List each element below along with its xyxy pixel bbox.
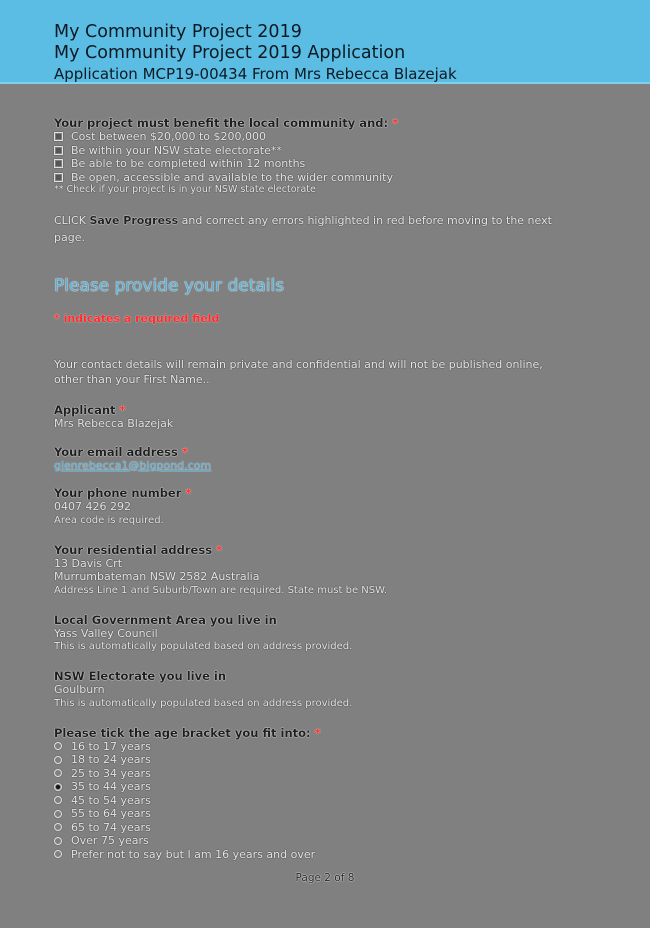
privacy-note: Your contact details will remain private and confidential and will not be published online, other than your First Name.. [54,358,543,386]
required-marker: * [314,725,321,740]
page-indicator: Page 2 of 8 [295,872,355,884]
application-header [0,0,650,84]
electorate-value: Goulburn [54,683,105,696]
email-label: Your email address [54,444,178,459]
required-marker: * [185,486,192,500]
address-hint: Address Line 1 and Suburb/Town are required. State must be NSW. [54,584,388,596]
checkbox-checked-icon[interactable] [54,146,63,155]
email-field [54,445,596,473]
required-marker: * [181,444,188,459]
section-title: Please provide your details [54,276,285,296]
checkbox-checked-icon[interactable] [54,159,63,168]
applicant-value: Mrs Rebecca Blazejak [54,417,174,430]
email-link[interactable]: glenrebecca1@bigpond.com [54,458,212,472]
criteria-item-label: Cost between $20,000 to $200,000 [71,130,267,143]
phone-value: 0407 426 292 [54,500,131,513]
criteria-item[interactable] [54,144,596,158]
phone-label: Your phone number [54,486,182,500]
radio-icon[interactable] [54,756,62,764]
age-option[interactable]: 55 to 64 years [54,807,596,821]
radio-icon[interactable] [54,837,62,845]
radio-icon[interactable] [54,823,62,831]
radio-icon[interactable] [54,769,62,777]
age-option-selected[interactable]: 35 to 44 years [54,780,596,794]
form-content [0,84,650,861]
age-option[interactable]: Over 75 years [54,834,596,848]
address-label: Your residential address [54,542,213,557]
checkbox-checked-icon[interactable] [54,132,63,141]
radio-icon[interactable] [54,850,62,858]
lga-label: Local Government Area you live in [54,612,277,627]
age-option[interactable]: 16 to 17 years [54,740,596,754]
radio-icon[interactable] [54,742,62,750]
address-line2: Murrumbateman NSW 2582 Australia [54,570,260,583]
electorate-label: NSW Electorate you live in [54,669,227,683]
eligibility-criteria [54,116,596,196]
age-option[interactable]: 25 to 34 years [54,767,596,781]
required-marker: * [216,542,223,557]
phone-field [54,486,596,527]
criteria-item-label: Be able to be completed within 12 months [71,157,306,170]
criteria-item-label: Be open, accessible and available to the wider community [71,170,393,184]
age-bracket-field [54,726,596,862]
criteria-item[interactable] [54,130,596,144]
save-progress-reference: Save Progress [89,214,179,227]
criteria-item[interactable] [54,157,596,171]
age-bracket-label: Please tick the age bracket you fit into: [54,725,311,740]
applicant-label: Applicant [54,403,116,417]
required-marker: * [392,116,399,130]
application-reference: Application MCP19-00434 From Mrs Rebecca Blazejak [54,65,457,83]
electorate-hint: This is automatically populated based on address provided. [54,697,353,709]
save-instruction: CLICK Save Progress and correct any errors highlighted in red before moving to the next page. [54,214,552,244]
age-option[interactable]: 65 to 74 years [54,821,596,835]
required-field-note: * indicates a required field [54,312,220,325]
address-field [54,543,596,597]
applicant-field [54,403,596,431]
form-title: My Community Project 2019 Application [54,43,406,63]
age-option[interactable]: 18 to 24 years [54,753,596,767]
age-option[interactable]: Prefer not to say but I am 16 years and over [54,848,596,862]
electorate-field [54,669,596,710]
radio-selected-icon[interactable] [54,783,62,791]
criteria-heading: Your project must benefit the local community and: * [54,116,399,130]
phone-hint: Area code is required. [54,514,164,526]
address-line1: 13 Davis Crt [54,556,123,570]
radio-icon[interactable] [54,810,62,818]
electorate-footnote: ** Check if your project is in your NSW state electorate [54,184,316,195]
program-title: My Community Project 2019 [54,22,302,42]
criteria-item-label: Be within your NSW state electorate** [71,143,282,157]
age-option[interactable]: 45 to 54 years [54,794,596,808]
lga-value: Yass Valley Council [54,626,158,640]
checkbox-checked-icon[interactable] [54,173,63,182]
radio-icon[interactable] [54,796,62,804]
lga-field [54,613,596,654]
criteria-item[interactable] [54,171,596,185]
lga-hint: This is automatically populated based on address provided. [54,641,353,652]
required-marker: * [119,403,126,417]
